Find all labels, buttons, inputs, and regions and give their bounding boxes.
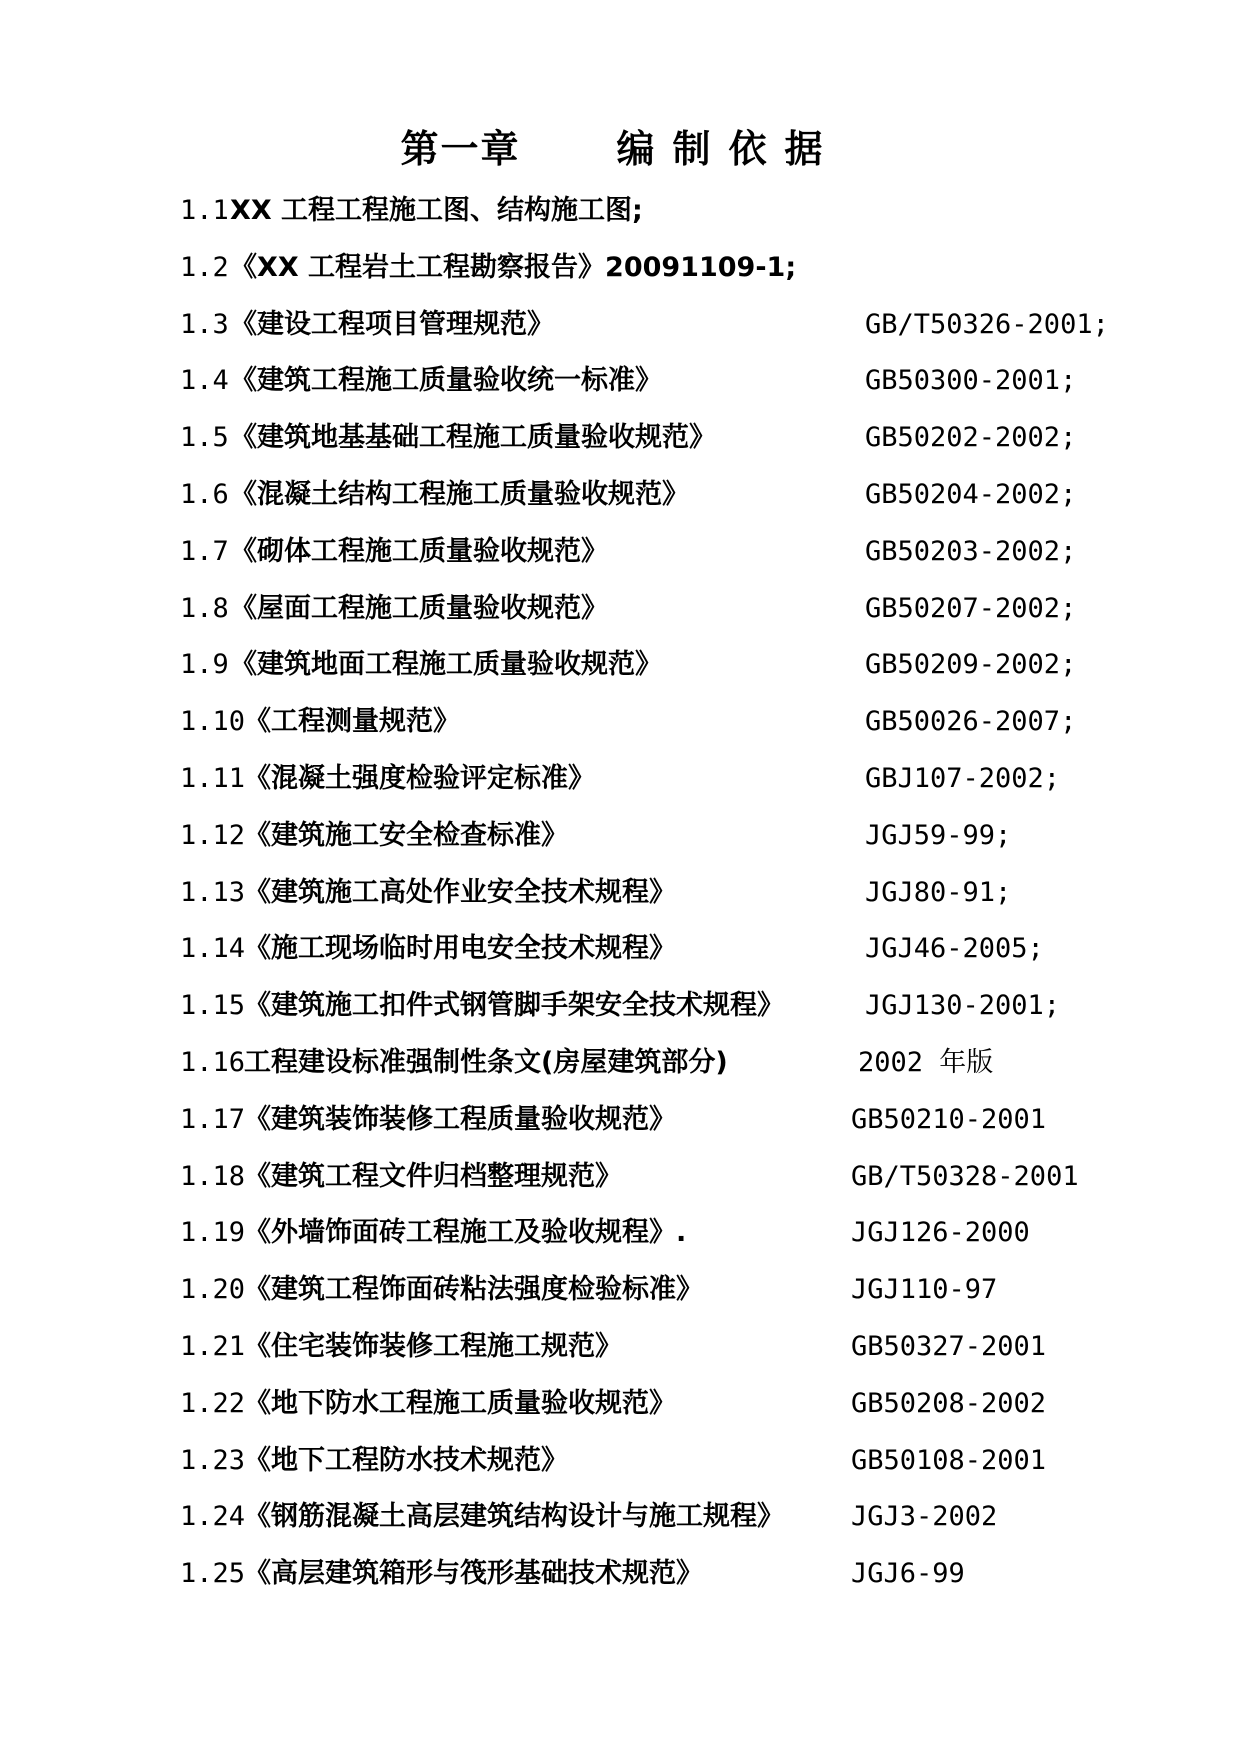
reference-code: GB50203-2002;	[865, 535, 1077, 567]
reference-index: 1.4	[180, 365, 229, 397]
reference-index: 1.9	[180, 649, 229, 681]
reference-title: 《施工现场临时用电安全技术规程》	[244, 933, 676, 965]
reference-code: JGJ6-99	[851, 1558, 965, 1590]
reference-title: 《混凝土强度检验评定标准》	[244, 762, 595, 794]
reference-index: 1.2	[180, 251, 229, 283]
reference-title: XX 工程工程施工图、结构施工图;	[230, 195, 643, 226]
reference-code: 2002 年版	[858, 1046, 994, 1078]
reference-index: 1.22	[180, 1387, 246, 1419]
reference-list	[0, 194, 1241, 1614]
reference-item	[0, 819, 1241, 876]
reference-title: 《建筑装饰装修工程质量验收规范》	[244, 1103, 676, 1135]
reference-index: 1.25	[180, 1558, 246, 1590]
reference-code: GB50209-2002;	[865, 649, 1077, 681]
reference-index: 1.8	[180, 592, 229, 624]
reference-item	[0, 1216, 1241, 1273]
reference-index: 1.13	[180, 876, 246, 908]
reference-title: 工程建设标准强制性条文(房屋建筑部分)	[244, 1046, 728, 1078]
reference-title: 《建筑施工高处作业安全技术规程》	[244, 876, 676, 908]
reference-title: 《建筑工程施工质量验收统一标准》	[230, 365, 662, 397]
reference-item	[0, 1160, 1241, 1217]
reference-code: JGJ126-2000	[851, 1217, 1030, 1249]
reference-item	[0, 1387, 1241, 1444]
reference-item	[0, 1046, 1241, 1103]
reference-item	[0, 932, 1241, 989]
reference-item	[0, 592, 1241, 649]
reference-code: JGJ3-2002	[851, 1501, 998, 1533]
reference-title: 《地下防水工程施工质量验收规范》	[244, 1387, 676, 1419]
reference-code: GB/T50328-2001	[851, 1160, 1079, 1192]
chapter-number: 第一章	[400, 126, 521, 171]
reference-item	[0, 705, 1241, 762]
reference-item	[0, 1330, 1241, 1387]
reference-item	[0, 421, 1241, 478]
reference-item	[0, 762, 1241, 819]
reference-item	[0, 251, 1241, 308]
reference-item	[0, 1103, 1241, 1160]
reference-index: 1.20	[180, 1274, 246, 1306]
reference-title: 《建筑工程饰面砖粘法强度检验标准》	[244, 1274, 703, 1306]
reference-index: 1.24	[180, 1501, 246, 1533]
reference-index: 1.14	[180, 933, 246, 965]
reference-index: 1.11	[180, 762, 246, 794]
reference-title: 《混凝土结构工程施工质量验收规范》	[230, 478, 689, 510]
reference-code: GB50108-2001	[851, 1444, 1047, 1476]
reference-item	[0, 1444, 1241, 1501]
reference-code: JGJ46-2005;	[865, 933, 1044, 965]
reference-code: GB/T50326-2001;	[865, 308, 1109, 340]
reference-title: 《建筑工程文件归档整理规范》	[244, 1160, 622, 1192]
reference-title: 《工程测量规范》	[244, 706, 460, 738]
reference-index: 1.23	[180, 1444, 246, 1476]
reference-code: GBJ107-2002;	[865, 762, 1061, 794]
reference-index: 1.6	[180, 478, 229, 510]
chapter-title	[0, 118, 1241, 173]
reference-code: GB50204-2002;	[865, 478, 1077, 510]
reference-index: 1.3	[180, 308, 229, 340]
reference-index: 1.19	[180, 1217, 246, 1249]
reference-title: 《建筑施工安全检查标准》	[244, 819, 568, 851]
reference-item	[0, 1273, 1241, 1330]
reference-item	[0, 478, 1241, 535]
reference-title: 《砌体工程施工质量验收规范》	[230, 535, 608, 567]
reference-item	[0, 535, 1241, 592]
reference-item	[0, 194, 1241, 251]
reference-item	[0, 1500, 1241, 1557]
reference-code: JGJ80-91;	[865, 876, 1012, 908]
reference-title: 《建筑地面工程施工质量验收规范》	[230, 649, 662, 681]
reference-title: 《建筑施工扣件式钢管脚手架安全技术规程》	[244, 990, 784, 1022]
reference-index: 1.16	[180, 1046, 246, 1078]
reference-code: GB50202-2002;	[865, 422, 1077, 454]
reference-item	[0, 364, 1241, 421]
reference-title: 《建筑地基基础工程施工质量验收规范》	[230, 422, 716, 454]
reference-code: JGJ130-2001;	[865, 990, 1061, 1022]
reference-index: 1.1	[180, 195, 229, 226]
reference-title: 《高层建筑箱形与筏形基础技术规范》	[244, 1558, 703, 1590]
reference-code: GB50327-2001	[851, 1330, 1047, 1362]
reference-title: 《住宅装饰装修工程施工规范》	[244, 1330, 622, 1362]
reference-index: 1.17	[180, 1103, 246, 1135]
reference-index: 1.18	[180, 1160, 246, 1192]
reference-title: 《地下工程防水技术规范》	[244, 1444, 568, 1476]
reference-item	[0, 648, 1241, 705]
reference-code: JGJ59-99;	[865, 819, 1012, 851]
reference-index: 1.12	[180, 819, 246, 851]
reference-code: JGJ110-97	[851, 1274, 998, 1306]
chapter-name: 编制依据	[616, 126, 841, 171]
reference-title: 《屋面工程施工质量验收规范》	[230, 592, 608, 624]
reference-title: 《钢筋混凝土高层建筑结构设计与施工规程》	[244, 1501, 784, 1533]
reference-item	[0, 876, 1241, 933]
reference-index: 1.10	[180, 706, 246, 738]
reference-code: GB50208-2002	[851, 1387, 1047, 1419]
reference-code: GB50026-2007;	[865, 706, 1077, 738]
reference-title: 《外墙饰面砖工程施工及验收规程》.	[244, 1217, 687, 1249]
reference-item	[0, 1557, 1241, 1614]
reference-code: GB50210-2001	[851, 1103, 1047, 1135]
reference-index: 1.15	[180, 990, 246, 1022]
reference-index: 1.21	[180, 1330, 246, 1362]
reference-title: 《XX 工程岩土工程勘察报告》20091109-1;	[230, 251, 797, 283]
reference-code: GB50207-2002;	[865, 592, 1077, 624]
reference-index: 1.5	[180, 422, 229, 454]
reference-item	[0, 989, 1241, 1046]
reference-title: 《建设工程项目管理规范》	[230, 308, 554, 340]
reference-item	[0, 308, 1241, 365]
reference-code: GB50300-2001;	[865, 365, 1077, 397]
reference-index: 1.7	[180, 535, 229, 567]
